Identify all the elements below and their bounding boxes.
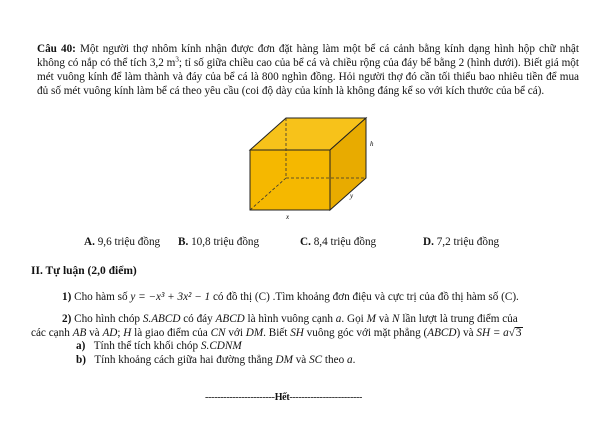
fish-tank-figure — [240, 112, 380, 222]
part-a-label: a) — [76, 340, 86, 352]
p2-text: là hình vuông cạnh — [244, 313, 336, 325]
option-a-text: 9,6 triệu đồng — [94, 236, 161, 248]
p2-line-dm: DM — [245, 327, 264, 339]
option-b — [178, 236, 259, 248]
part-a-object: S.CDNM — [200, 340, 242, 352]
option-c-letter: C. — [300, 236, 311, 248]
p2-sh-equation: SH = a — [476, 327, 509, 339]
problem-2-line-1 — [62, 312, 518, 326]
p2-text: lần lượt là trung điểm của — [399, 313, 518, 325]
option-b-letter: B. — [178, 236, 189, 248]
problem-1 — [62, 290, 519, 304]
p2-var-a: a — [335, 313, 342, 325]
problem-1-number: 1) — [62, 291, 72, 303]
option-c-text: 8,4 triệu đồng — [310, 236, 377, 248]
p2-text: và — [86, 327, 103, 339]
p2-text: . Gọi — [341, 313, 367, 325]
part-b-text: và — [292, 354, 310, 366]
problem-2-number: 2) — [62, 313, 72, 325]
p2-point-h: H — [123, 327, 132, 339]
part-b-var-a: a — [346, 354, 353, 366]
part-b-line-dm: DM — [275, 354, 293, 366]
option-d-text: 7,2 triệu đồng — [433, 236, 500, 248]
end-marker — [205, 392, 362, 403]
p2-pyramid: S.ABCD — [142, 313, 181, 325]
part-a — [76, 339, 242, 353]
option-a — [84, 236, 160, 248]
p2-text: có đáy — [180, 313, 216, 325]
part-b-line-sc: SC — [309, 354, 323, 366]
p2-text: . Biết — [263, 327, 291, 339]
p2-text: Cho hình chóp — [71, 313, 143, 325]
problem-1-text-before: Cho hàm số — [71, 291, 131, 303]
box-front-face — [250, 150, 330, 210]
part-b-text: theo — [322, 354, 347, 366]
p2-base: ABCD — [215, 313, 245, 325]
question-40 — [37, 42, 579, 98]
p2-plane: ABCD — [427, 327, 457, 339]
p2-line-cn: CN — [210, 327, 226, 339]
label-x: x — [286, 213, 290, 221]
p2-text: là giao điểm của — [131, 327, 211, 339]
p2-point-m: M — [366, 313, 376, 325]
sqrt-symbol: √ — [508, 327, 515, 339]
p2-text: với — [225, 327, 246, 339]
part-b — [76, 353, 355, 367]
part-b-text: Tính khoảng cách giữa hai đường thẳng — [94, 354, 276, 366]
p2-text: vuông góc với mặt phẳng ( — [303, 327, 428, 339]
label-y: y — [350, 192, 354, 200]
option-b-text: 10,8 triệu đồng — [188, 236, 260, 248]
option-c — [300, 236, 376, 248]
end-dashes-left: ----------------------- — [205, 392, 275, 403]
label-h: h — [370, 140, 374, 148]
cubic-exponent: 3 — [175, 55, 179, 64]
p2-edge-ad: AD — [102, 327, 118, 339]
option-a-letter: A. — [84, 236, 95, 248]
p2-segment-sh: SH — [290, 327, 304, 339]
part-b-label: b) — [76, 354, 86, 366]
question-label: Câu 40: — [37, 43, 76, 55]
part-a-text: Tính thể tích khối chóp — [93, 340, 201, 352]
problem-2-line-2 — [31, 326, 523, 340]
question-text-2: ; tỉ số giữa chiều cao của bể cá và chiều rộng của đáy bể bằng 2 (hình dưới). Biết giá một mét vuông kính để làm thành và đáy của bể cá là 800 nghìn đồng. Hỏi người thợ đó cần tối thiểu bao nhiêu tiền để mua đủ số mét vuông kính làm bể cá theo yêu cầu (coi độ dày của kính là không đáng kể so với kích thước của bể cá). — [37, 57, 579, 97]
p2-sqrt-value: 3 — [515, 327, 522, 339]
p2-point-n: N — [392, 313, 400, 325]
p2-text: các cạnh — [31, 327, 73, 339]
p2-text: ; — [117, 327, 124, 339]
option-d-letter: D. — [423, 236, 434, 248]
end-text: Hết — [274, 392, 290, 403]
problem-1-text-after: có đồ thị (C) .Tìm khoảng đơn điệu và cực trị của đồ thị hàm số (C). — [210, 291, 519, 303]
section-title: II. Tự luận (2,0 điểm) — [31, 265, 137, 277]
p2-text: và — [375, 313, 393, 325]
part-b-text: . — [352, 354, 356, 366]
option-d — [423, 236, 499, 248]
p2-text: ) và — [456, 327, 477, 339]
end-dashes-right: ------------------------ — [289, 392, 363, 403]
p2-edge-ab: AB — [72, 327, 87, 339]
question-text-1: Một người thợ nhôm kính nhận được đơn đặt hàng làm một bể cá cảnh bằng kính dạng hình hộp chữ nhật không có nắp có thể tích 3,2 m — [37, 43, 579, 69]
problem-1-formula: y = −x³ + 3x² − 1 — [130, 291, 211, 303]
